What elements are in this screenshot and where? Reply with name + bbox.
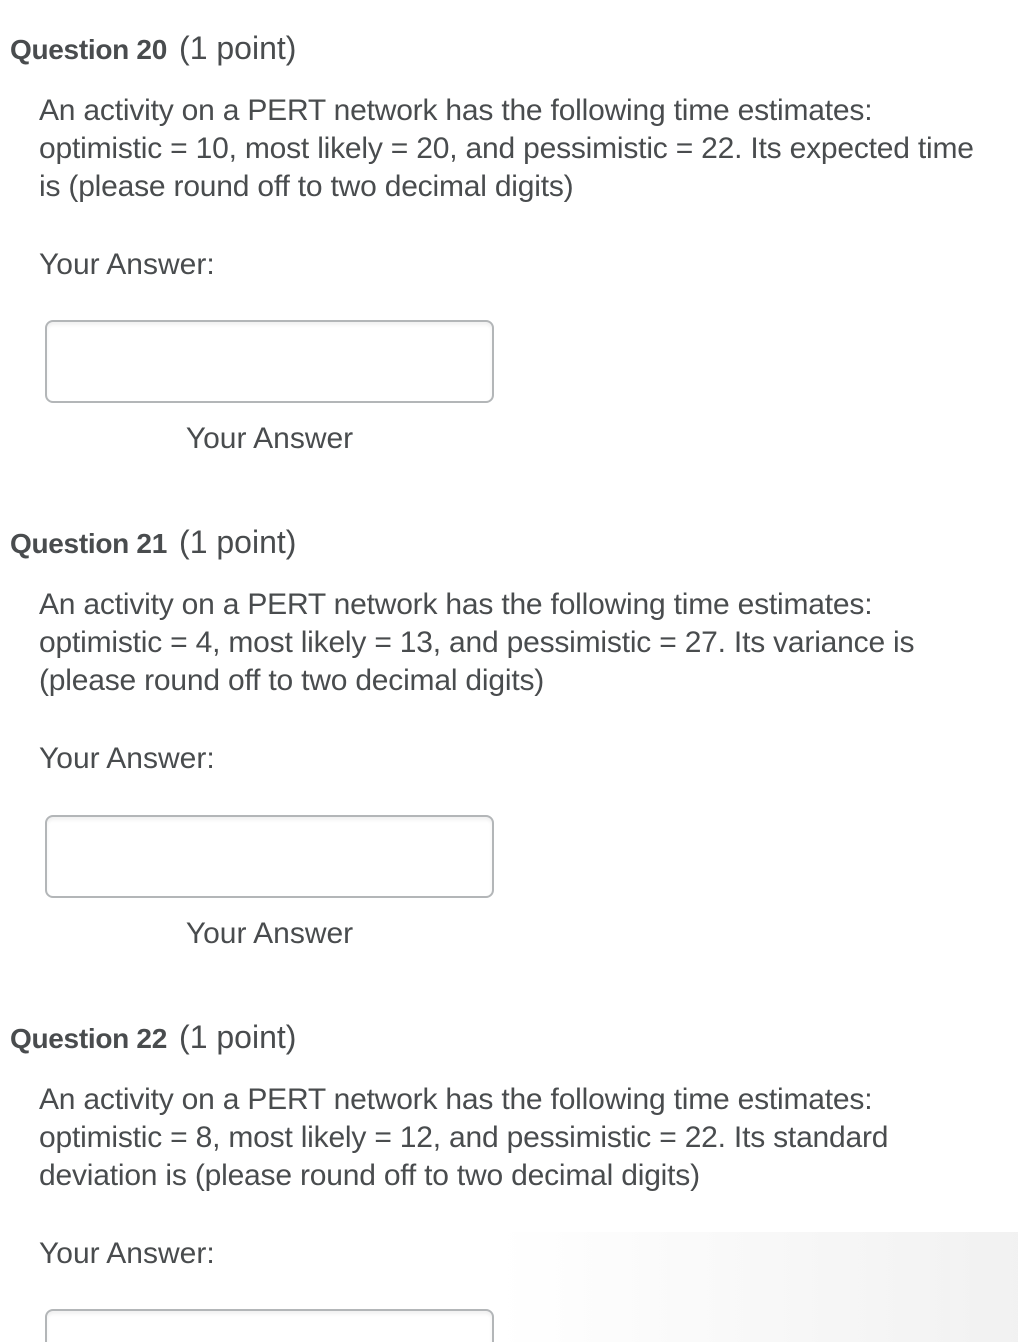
question-20 <box>0 30 1018 470</box>
question-number: Question 20 <box>10 34 167 65</box>
question-number: Question 21 <box>10 528 167 559</box>
question-text: An activity on a PERT network has the following time estimates: optimistic = 8, most likely = 12, and pessimistic = 22. Its standard deviation is (please round off to two decimal digits) <box>39 1083 889 1192</box>
answer-input[interactable] <box>45 1309 494 1342</box>
question-points: (1 point) <box>179 1019 297 1055</box>
answer-label: Your Answer: <box>39 1237 215 1270</box>
question-points: (1 point) <box>179 30 297 66</box>
answer-input[interactable] <box>45 320 494 403</box>
question-heading <box>10 1019 296 1057</box>
question-text: An activity on a PERT network has the following time estimates: optimistic = 4, most likely = 13, and pessimistic = 27. Its variance is (please round off to two decimal digits) <box>39 588 915 697</box>
question-heading <box>10 524 296 562</box>
answer-caption: Your Answer <box>185 422 354 455</box>
answer-label: Your Answer: <box>39 742 215 775</box>
answer-label: Your Answer: <box>39 248 215 281</box>
question-21 <box>0 524 1018 964</box>
answer-input[interactable] <box>45 815 494 898</box>
question-22 <box>0 1019 1018 1342</box>
question-number: Question 22 <box>10 1023 167 1054</box>
answer-caption: Your Answer <box>185 917 354 950</box>
question-points: (1 point) <box>179 524 297 560</box>
question-text: An activity on a PERT network has the following time estimates: optimistic = 10, most likely = 20, and pessimistic = 22. Its expected time is (please round off to two decimal digits) <box>39 94 974 203</box>
question-heading <box>10 30 296 68</box>
